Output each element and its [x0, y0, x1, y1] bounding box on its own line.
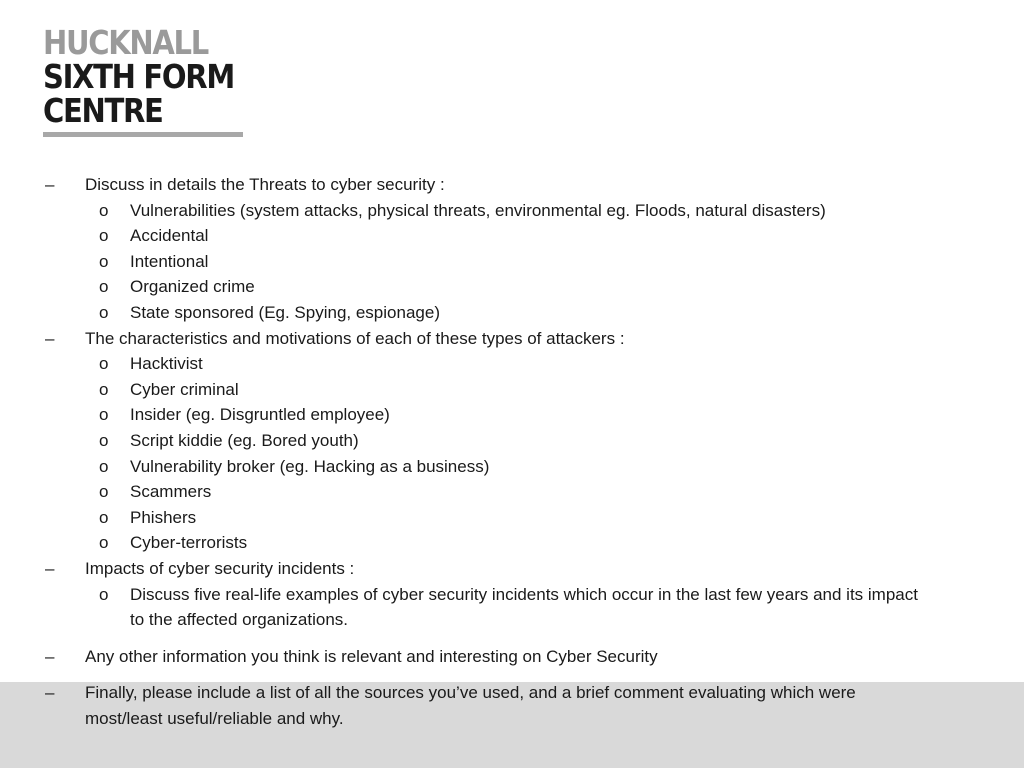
- list-item-attackers: [0, 326, 1024, 352]
- item-text: The characteristics and motivations of each of these types of attackers :: [85, 328, 625, 348]
- bullet-marker: o: [99, 507, 109, 527]
- sub-item: [0, 351, 1024, 377]
- sub-item: [0, 479, 1024, 505]
- sub-item: [0, 249, 1024, 275]
- sub-item-text: Script kiddie (eg. Bored youth): [130, 430, 359, 450]
- sub-item: [0, 274, 1024, 300]
- sub-item: [0, 428, 1024, 454]
- list-item-sources: [0, 680, 1024, 731]
- logo-line-hucknall: HUCKNALL: [43, 23, 208, 62]
- logo-line-centre: CENTRE: [43, 91, 163, 130]
- sub-item-text: Scammers: [130, 482, 212, 502]
- list-item-impacts: [0, 556, 1024, 582]
- sub-item-text: Hacktivist: [130, 354, 203, 374]
- sub-item: [0, 454, 1024, 480]
- sub-item: [0, 223, 1024, 249]
- bullet-marker: o: [99, 456, 109, 476]
- sub-item-text: Phishers: [130, 507, 197, 527]
- bullet-marker: o: [99, 251, 109, 271]
- sub-item-text: Organized crime: [130, 277, 255, 297]
- bullet-marker: o: [99, 482, 109, 502]
- dash-marker: –: [45, 328, 55, 348]
- dash-marker: –: [45, 558, 55, 578]
- bullet-marker: o: [99, 277, 109, 297]
- bullet-marker: o: [99, 226, 109, 246]
- item-text: Impacts of cyber security incidents :: [85, 558, 355, 578]
- bullet-marker: o: [99, 302, 109, 322]
- slide-content: [0, 172, 1024, 731]
- list-item-threats: [0, 172, 1024, 198]
- item-text: Any other information you think is relevant and interesting on Cyber Security: [85, 646, 658, 666]
- logo-underline: [43, 132, 243, 137]
- logo-line-sixth-form: SIXTH FORM: [43, 57, 234, 96]
- sub-item-text: Discuss five real-life examples of cyber security incidents which occur in the last few years and its impact to the affected organizations.: [130, 584, 918, 630]
- sub-item: [0, 530, 1024, 556]
- sub-item-text: Vulnerabilities (system attacks, physical threats, environmental eg. Floods, natural disasters): [130, 200, 826, 220]
- dash-marker: –: [45, 646, 55, 666]
- sub-item: [0, 198, 1024, 224]
- list-item-other-info: [0, 644, 1024, 670]
- sub-item-text: Accidental: [130, 226, 209, 246]
- sub-item-text: Insider (eg. Disgruntled employee): [130, 405, 390, 425]
- item-text: Finally, please include a list of all the sources you’ve used, and a brief comment evaluating which were most/least useful/reliable and why.: [85, 683, 856, 728]
- bullet-marker: o: [99, 430, 109, 450]
- sub-item-text: Vulnerability broker (eg. Hacking as a business): [130, 456, 490, 476]
- dash-marker: –: [45, 175, 55, 194]
- item-text: Discuss in details the Threats to cyber security :: [85, 175, 445, 194]
- bullet-marker: o: [99, 584, 109, 604]
- sub-item-text: Cyber criminal: [130, 379, 239, 399]
- bullet-marker: o: [99, 405, 109, 425]
- sub-item: [0, 582, 1024, 633]
- school-logo: [43, 23, 243, 137]
- sub-item-text: State sponsored (Eg. Spying, espionage): [130, 302, 440, 322]
- bullet-marker: o: [99, 533, 109, 553]
- sub-item: [0, 402, 1024, 428]
- bullet-marker: o: [99, 379, 109, 399]
- sub-item: [0, 505, 1024, 531]
- sub-item: [0, 377, 1024, 403]
- dash-marker: –: [45, 683, 55, 703]
- sub-item-text: Intentional: [130, 251, 209, 271]
- bullet-marker: o: [99, 354, 109, 374]
- sub-item: [0, 300, 1024, 326]
- sub-item-text: Cyber-terrorists: [130, 533, 248, 553]
- bullet-marker: o: [99, 200, 109, 220]
